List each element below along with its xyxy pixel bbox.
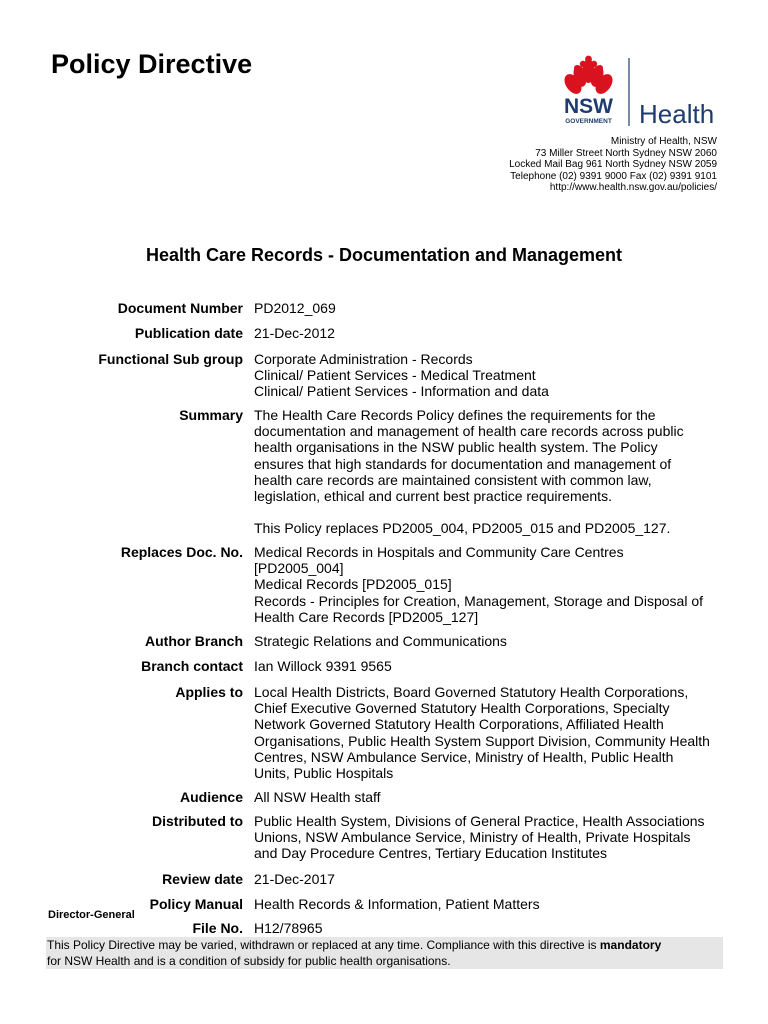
field-value: Medical Records in Hospitals and Community Care Centres [PD2005_004] Medical Records [PD2005_015] Records - Principles for Creation, Management, Storage and Disposal of Health Care Records [PD2005_127] bbox=[254, 544, 703, 625]
field-label: Publication date bbox=[134, 325, 243, 341]
field-value: The Health Care Records Policy defines the requirements for the documentation and management of health care records across public health organisations in the NSW public health system. The Policy ensures that high standards for documentation and management of health care records are maintained consistent with common law, legislation, ethical and current best practice requirements. This Policy replaces PD2005_004, PD2005_015 and PD2005_127. bbox=[254, 407, 684, 537]
field-value: Local Health Districts, Board Governed Statutory Health Corporations, Chief Executive Governed Statutory Health Corporations, Specialty Network Governed Statutory Health Corporations, Affiliated Health Organisations, Public Health System Support Division, Community Health Centres, NSW Ambulance Service, Ministry of Health, Public Health Units, Public Hospitals bbox=[254, 684, 710, 782]
field-value: PD2012_069 bbox=[254, 300, 336, 316]
address-line: 73 Miller Street North Sydney NSW 2060 bbox=[535, 147, 717, 159]
field-label: Audience bbox=[179, 789, 243, 805]
waratah-icon bbox=[561, 56, 616, 97]
field-label: Branch contact bbox=[141, 658, 243, 674]
field-label: Applies to bbox=[175, 684, 243, 700]
address-line: Ministry of Health, NSW bbox=[610, 136, 717, 147]
nsw-health-logo bbox=[553, 54, 723, 128]
field-label: File No. bbox=[192, 920, 243, 936]
address-line: Telephone (02) 9391 9000 Fax (02) 9391 9101 bbox=[510, 170, 717, 182]
policies-link[interactable]: http://www.health.nsw.gov.au/policies/ bbox=[549, 182, 717, 194]
page-title: Policy Directive bbox=[51, 49, 253, 79]
address-line: Locked Mail Bag 961 North Sydney NSW 2059 bbox=[509, 159, 717, 171]
field-label: Document Number bbox=[117, 300, 243, 316]
field-value: Strategic Relations and Communications bbox=[254, 633, 507, 649]
director-general-label: Director-General bbox=[48, 909, 135, 921]
field-value: All NSW Health staff bbox=[254, 789, 381, 805]
field-label: Author Branch bbox=[145, 633, 243, 649]
field-value: 21-Dec-2012 bbox=[254, 325, 335, 341]
field-value: H12/78965 bbox=[254, 920, 323, 936]
field-label: Policy Manual bbox=[149, 896, 243, 912]
field-label: Replaces Doc. No. bbox=[120, 544, 243, 560]
logo-acronym: NSW bbox=[564, 95, 613, 118]
field-value: Health Records & Information, Patient Matters bbox=[254, 896, 540, 912]
ministry-address bbox=[417, 136, 717, 194]
logo-health: Health bbox=[639, 99, 715, 128]
field-value: Public Health System, Divisions of General Practice, Health Associations Unions, NSW Ambulance Service, Ministry of Health, Private Hospitals and Day Procedure Centres, Tertiary Education Institutes bbox=[254, 813, 705, 862]
field-label: Summary bbox=[179, 407, 243, 423]
field-label: Distributed to bbox=[152, 813, 243, 829]
field-label: Review date bbox=[162, 871, 243, 887]
field-value: Corporate Administration - Records Clinical/ Patient Services - Medical Treatment Clinical/ Patient Services - Information and data bbox=[254, 351, 549, 400]
compliance-notice bbox=[46, 937, 723, 969]
field-value: Ian Willock 9391 9565 bbox=[254, 658, 392, 674]
document-title: Health Care Records - Documentation and Management bbox=[145, 245, 623, 265]
notice-line-2: for NSW Health and is a condition of subsidy for public health organisations. bbox=[47, 954, 451, 968]
logo-government: GOVERNMENT bbox=[565, 118, 612, 125]
field-value: 21-Dec-2017 bbox=[254, 871, 335, 887]
notice-line-1: This Policy Directive may be varied, withdrawn or replaced at any time. Compliance with this directive is mandatory bbox=[47, 938, 662, 952]
field-label: Functional Sub group bbox=[98, 351, 243, 367]
mandatory-emphasis: mandatory bbox=[599, 938, 662, 952]
